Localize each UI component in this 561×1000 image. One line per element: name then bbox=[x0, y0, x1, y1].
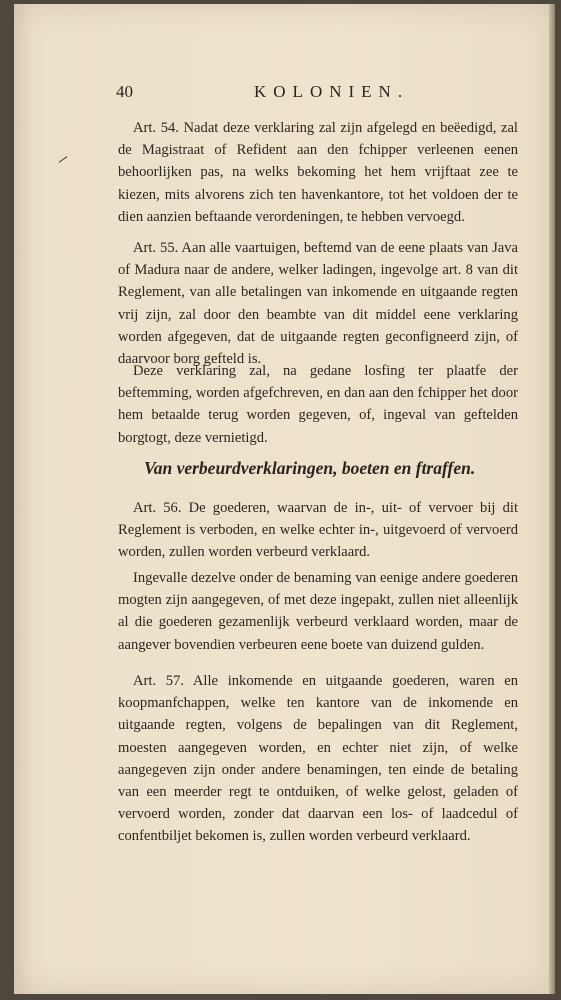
article-55-continuation: Deze verklaring zal, na gedane losfing ter plaatfe der beftemming, worden afgefchreven, en dan aan den fchipper het door hem betaalde terug worden gegeven, of, ingeval van geftelden borgtogt, deze vernietigd. bbox=[118, 363, 518, 446]
article-55: Art. 55. Aan alle vaartuigen, beftemd van de eene plaats van Java of Madura naar de andere, welker ladingen, ingevolge art. 8 van dit Reglement, van alle betalingen van inkomende en uitgaande regten vrij zijn, zal door den beambte van dit middel eene verklaring worden afgegeven, dat de uitgaande regten geconfigneerd zijn, of daarvoor borg gefteld is. bbox=[118, 240, 518, 368]
article-54: Art. 54. Nadat deze verklaring zal zijn afgelegd en beëedigd, zal de Magistraat of Refident aan den fchipper verleenen eenen behoorlijken pas, na welks bekoming het hem vrijftaat zee te kiezen, mits alvorens zich ten havenkantore, tot het voldoen der te dien aanzien beftaande verordeningen, te hebben vervoegd. bbox=[118, 120, 518, 225]
article-56: Art. 56. De goederen, waarvan de in-, uit- of vervoer bij dit Reglement is verboden, en welke echter in-, uitgevoerd of vervoerd worden, zullen worden verbeurd verklaard. bbox=[118, 500, 518, 561]
page-edge-shadow bbox=[549, 4, 555, 994]
section-heading: Van verbeurdverklaringen, boeten en ftraffen. bbox=[144, 458, 476, 478]
page-header bbox=[116, 82, 506, 108]
running-title: KOLONIEN. bbox=[254, 82, 410, 101]
article-56-continuation: Ingevalle dezelve onder de benaming van eenige andere goederen mogten zijn aangegeven, of met deze ingepakt, zullen niet alleenlijk al die goederen gezamenlijk verbeurd verklaard worden, maar de aangever bovendien verbeuren eene boete van duizend gulden. bbox=[118, 570, 518, 653]
page-number: 40 bbox=[116, 82, 133, 101]
article-57: Art. 57. Alle inkomende en uitgaande goederen, waren en koopmanfchappen, welke ten kantore van de inkomende en uitgaande regten, volgens de bepalingen van dit Reglement, moesten aangegeven worden, en echter niet zijn, of welke aangegeven zijn onder andere benamingen, ten einde de betaling van een meerder regt te ontduiken, of welke gelost, geladen of vervoerd worden, zonder dat daarvan een los- of laadcedul of confentbiljet bekomen is, zullen worden verbeurd verklaard. bbox=[118, 673, 518, 845]
